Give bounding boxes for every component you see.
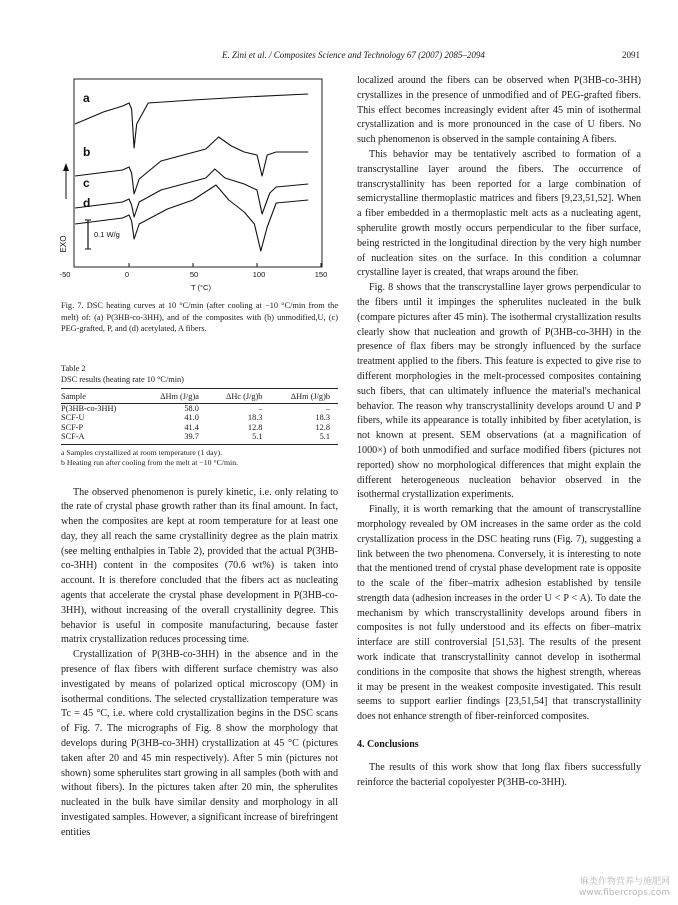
table-cell: 5.1	[270, 432, 338, 444]
table-2	[61, 363, 338, 469]
exo-arrow-icon	[63, 163, 69, 171]
tick-label-100: 100	[252, 270, 266, 279]
table-row	[61, 413, 338, 423]
table-cell: –	[325, 403, 330, 413]
curve-label-a: a	[83, 91, 90, 105]
paragraph: Fig. 8 shows that the transcrystalline layer grows perpendicular to the fibers until it impinges the spherulites nucleated in the bulk (compare pictures after 45 min). The isothermal crystallization results clearly show that nucleation and growth of P(3HB-co-3HH) in the presence of flax fibers may be strongly influenced by the surface treatment applied to the fibers. This feature is expected to give rise to different morphologies in the melt-processed composites containing such fibers, that can ultimately influence the material's mechanical behavior. The reason why transcrystallinity develops around U and P fibers, while its appearance is totally inhibited by fiber acetylation, is not known at present. SEM observations (at a magnification of 1000×) of both unmodified and surface modified fibers (pictures not reported) show no morphological differences that might explain the different heterogeneous nucleation behavior observed in the isothermal crystallization experiments.	[357, 282, 641, 501]
paragraph: Crystallization of P(3HB-co-3HH) in the absence and in the presence of flax fibers with different surface chemistry was also investigated by means of polarized optical microscopy (OM) in isothermal conditions. The selected crystallization temperature was Tc = 45 °C, i.e. where cold crystallization begins in the DSC scans of Fig. 7. The micrographs of Fig. 8 show the morphology that develops during P(3HB-co-3HH) crystallization at 45 °C (pictures taken after 20 and 45 min respectively). After 5 min (pictures not shown) some spherulites start growing in all samples (both with and without fibers). In the pictures taken after 20 min, the spherulites nucleated in the bulk have similar density and morphology in all investigated samples. However, a significant increase of birefringent entities	[61, 649, 338, 838]
exo-label: EXO	[59, 235, 68, 253]
tick-label-150: 150	[314, 270, 328, 279]
figure-caption: Fig. 7. DSC heating curves at 10 °C/min (after cooling at −10 °C/min from the melt) of: (a) P(3HB-co-3HH), and of the composites with (b) unmodified,U, (c) PEG-grafted, P, and (d) acetylated, A fibers.	[61, 301, 338, 333]
paragraph: This behavior may be tentatively ascribed to formation of a transcrystalline layer around the fibers. The occurrence of transcrystallinity has been reported for a large combination of semicrystalline thermoplastic matrices and fibers [9,23,51,52]. When a fiber embedded in a thermoplastic melt acts as a nucleating agent, spherulite growth mostly occurs perpendicular to the fiber surface, being restricted in the longitudinal direction by the very high number of nucleation sites on the surface. In this condition a columnar crystalline layer is created, that wraps around the fiber.	[357, 148, 641, 279]
running-header	[0, 50, 678, 64]
table-row	[61, 423, 338, 433]
watermark-line: 麻类作物营养与施肥网	[579, 877, 670, 887]
table-cell: 41.4	[184, 422, 199, 432]
dsc-chart	[61, 74, 338, 294]
x-axis-ticks	[129, 263, 321, 267]
table-cell: SCF-P	[61, 422, 84, 432]
table-footnote-a: a Samples crystallized at room temperature (1 day).	[61, 447, 223, 457]
tick-label-0: 0	[124, 270, 130, 279]
dsc-curve-a	[75, 94, 308, 148]
table-cell: 5.1	[207, 432, 271, 444]
journal-citation: E. Zini et al. / Composites Science and Technology 67 (2007) 2085–2094	[222, 50, 485, 60]
page-number: 2091	[622, 50, 640, 60]
scale-label: 0.1 W/g	[94, 230, 120, 239]
dsc-curve-d	[75, 185, 308, 251]
curve-label-b: b	[83, 145, 91, 159]
tick-label-50: 50	[189, 270, 199, 279]
dsc-curves	[75, 94, 308, 251]
left-column	[61, 74, 338, 841]
table-cell: 39.7	[140, 432, 207, 444]
paragraph: The observed phenomenon is purely kinetic, i.e. only relating to the rate of crystal phase growth rather than its final amount. In fact, when the composites are kept at room temperature for at least one day, they all reach the same crystallinity degree as the plain matrix (see melting enthalpies in Table 2), provided that the actual P(3HB-co-3HH) content in the composites (70.6 wt%) is taken into account. It is therefore concluded that the fibers act as nucleating agents that accelerate the crystal phase development in P(3HB-co-3HH), without increasing of the overall crystallinity degree. This behavior is useful in composite manufacturing, because faster matrix crystallization reduces processing time.	[61, 486, 338, 646]
left-body-text	[61, 486, 338, 841]
table-cell: P(3HB-co-3HH)	[61, 403, 117, 413]
table-cell: 41.0	[184, 413, 199, 422]
table-title: Table 2	[61, 363, 86, 373]
table-header: ΔHc (J/g)b	[207, 388, 271, 403]
table-footnote-b: b Heating run after cooling from the melt at −10 °C/min.	[61, 458, 239, 467]
paragraph: Finally, it is worth remarking that the amount of transcrystalline morphology revealed by OM increases in the same order as the cold crystallization process in the DSC heating runs (Fig. 7), suggesting a link between the two phenomena. Conversely, it is interesting to note that the mentioned trend of crystal phase development rate is opposite to the scale of the fiber–matrix adhesion established by tensile strength data (adhesion increases in the order U < P < A). To date the mechanism by which transcrystallinity develops around fibers in composites is not fully understood and its effects on fiber–matrix interface are still controversial [51,53]. The results of the present work indicate that transcrystallinity cannot develop in isothermal conditions in the composite that shows the highest strength, whereas it may be present in the weakest composite investigated. This result seems to support earlier findings [23,51,54] that transcrystallinity does not enhance strength of fiber-reinforced composites.	[357, 504, 641, 723]
table-row	[61, 432, 338, 444]
curve-label-d: d	[83, 196, 91, 210]
dsc-results-table	[61, 388, 338, 445]
right-column	[357, 74, 641, 791]
table-subtitle: DSC results (heating rate 10 °C/min)	[61, 374, 184, 384]
watermark	[579, 877, 670, 899]
table-cell: SCF-U	[61, 413, 85, 422]
section-heading: 4. Conclusions	[357, 739, 419, 751]
table-header: Sample	[61, 388, 140, 403]
table-cell: 18.3	[247, 413, 263, 422]
dsc-curve-b	[75, 137, 308, 194]
figure-7	[61, 74, 338, 294]
table-cell: 18.3	[315, 413, 330, 422]
table-header: ΔHm (J/g)a	[140, 388, 207, 403]
table-cell: 12.8	[247, 422, 263, 432]
paragraph: localized around the fibers can be observed when P(3HB-co-3HH) crystallizes in the presence of unmodified and of PEG-grafted fibers. This effect becomes increasingly evident after 45 min of isothermal crystallization and is more pronounced in the case of U fibers. No such phenomenon is observed in the sample containing A fibers.	[357, 75, 641, 146]
watermark-line: www.fibercrops.com	[579, 888, 670, 898]
table-cell: SCF-A	[61, 432, 140, 444]
curve-label-c: c	[83, 176, 90, 190]
table-header: ΔHm (J/g)b	[270, 388, 338, 403]
table-row	[61, 403, 338, 413]
tick-label-n50: -50	[59, 270, 71, 279]
table-cell: –	[258, 403, 263, 413]
table-cell: 12.8	[315, 422, 330, 432]
x-axis-label: T (°C)	[191, 283, 211, 292]
paragraph: The results of this work show that long flax fibers successfully reinforce the bacterial copolyester P(3HB-co-3HH).	[357, 762, 641, 788]
table-cell: 58.0	[184, 403, 199, 413]
